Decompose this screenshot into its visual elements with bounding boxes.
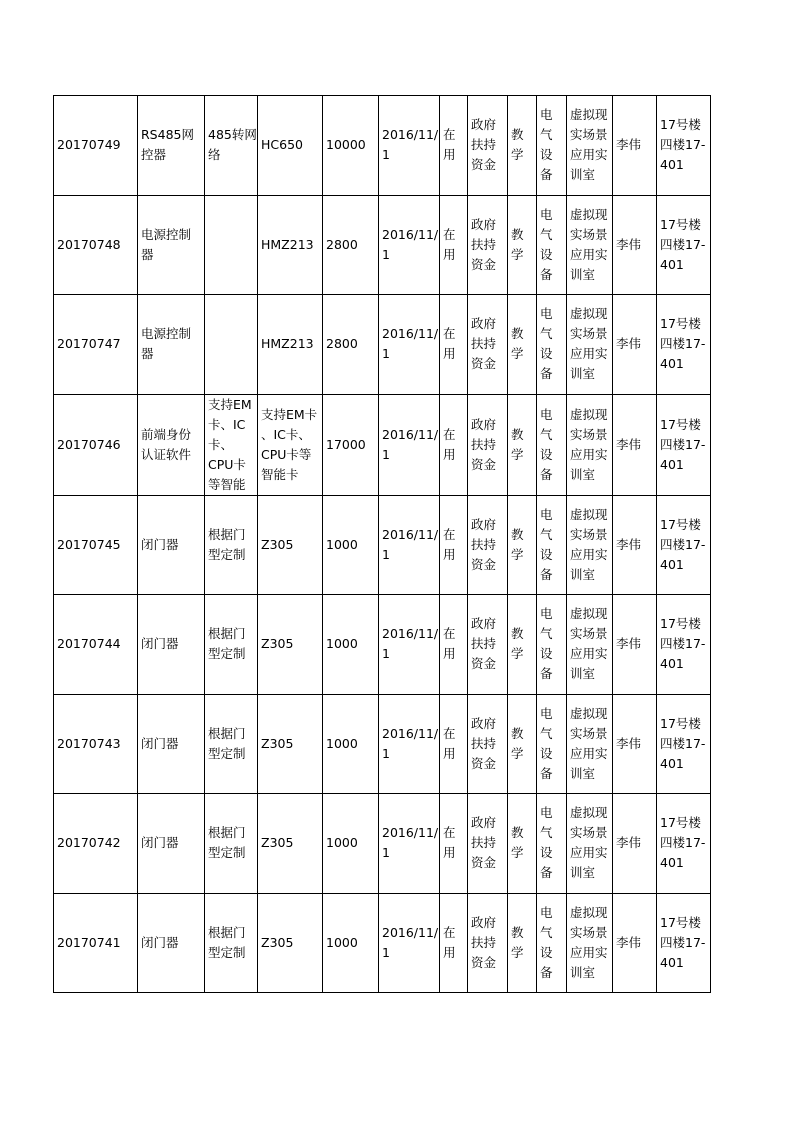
price-cell: 1000 [323, 794, 379, 894]
date-cell: 2016/11/ 1 [379, 495, 440, 595]
price-cell: 2800 [323, 295, 379, 395]
date-cell: 2016/11/ 1 [379, 694, 440, 794]
date-cell: 2016/11/ 1 [379, 96, 440, 196]
date-cell: 2016/11/ 1 [379, 794, 440, 894]
status-cell: 在 用 [440, 694, 468, 794]
category-cell: 电 气 设 备 [537, 394, 567, 495]
price-cell: 10000 [323, 96, 379, 196]
category-cell: 电 气 设 备 [537, 893, 567, 993]
status-cell: 在 用 [440, 495, 468, 595]
asset-name-cell: 前端身份 认证软件 [138, 394, 205, 495]
date-cell: 2016/11/ 1 [379, 394, 440, 495]
custodian-cell: 李伟 [613, 394, 657, 495]
building-cell: 17号楼 四楼17- 401 [657, 495, 711, 595]
spec-cell [205, 295, 258, 395]
asset-name-cell: 闭门器 [138, 694, 205, 794]
asset-name-cell: 闭门器 [138, 495, 205, 595]
model-cell: Z305 [258, 694, 323, 794]
building-cell: 17号楼 四楼17- 401 [657, 195, 711, 295]
asset-name-cell: 闭门器 [138, 893, 205, 993]
funding-cell: 政府 扶持 资金 [468, 794, 508, 894]
funding-cell: 政府 扶持 资金 [468, 495, 508, 595]
model-cell: HMZ213 [258, 295, 323, 395]
spec-cell: 支持EM 卡、IC 卡、 CPU卡 等智能 [205, 394, 258, 495]
building-cell: 17号楼 四楼17- 401 [657, 96, 711, 196]
date-cell: 2016/11/ 1 [379, 195, 440, 295]
location-room-cell: 虚拟现 实场景 应用实 训室 [567, 495, 613, 595]
category-cell: 电 气 设 备 [537, 195, 567, 295]
table-row [54, 595, 711, 695]
date-cell: 2016/11/ 1 [379, 295, 440, 395]
usage-cell: 教 学 [508, 893, 537, 993]
status-cell: 在 用 [440, 794, 468, 894]
asset-name-cell: RS485网 控器 [138, 96, 205, 196]
model-cell: Z305 [258, 893, 323, 993]
custodian-cell: 李伟 [613, 794, 657, 894]
spec-cell: 根据门 型定制 [205, 794, 258, 894]
building-cell: 17号楼 四楼17- 401 [657, 794, 711, 894]
table-row [54, 394, 711, 495]
table-row [54, 495, 711, 595]
building-cell: 17号楼 四楼17- 401 [657, 295, 711, 395]
building-cell: 17号楼 四楼17- 401 [657, 694, 711, 794]
asset-id-cell: 20170747 [54, 295, 138, 395]
model-cell: HC650 [258, 96, 323, 196]
asset-id-cell: 20170746 [54, 394, 138, 495]
model-cell: Z305 [258, 595, 323, 695]
category-cell: 电 气 设 备 [537, 295, 567, 395]
spec-cell: 根据门 型定制 [205, 694, 258, 794]
funding-cell: 政府 扶持 资金 [468, 595, 508, 695]
category-cell: 电 气 设 备 [537, 96, 567, 196]
price-cell: 1000 [323, 495, 379, 595]
usage-cell: 教 学 [508, 295, 537, 395]
usage-cell: 教 学 [508, 394, 537, 495]
funding-cell: 政府 扶持 资金 [468, 893, 508, 993]
date-cell: 2016/11/ 1 [379, 893, 440, 993]
asset-id-cell: 20170744 [54, 595, 138, 695]
location-room-cell: 虚拟现 实场景 应用实 训室 [567, 694, 613, 794]
status-cell: 在 用 [440, 595, 468, 695]
spec-cell: 根据门 型定制 [205, 893, 258, 993]
usage-cell: 教 学 [508, 96, 537, 196]
location-room-cell: 虚拟现 实场景 应用实 训室 [567, 295, 613, 395]
asset-id-cell: 20170742 [54, 794, 138, 894]
model-cell: HMZ213 [258, 195, 323, 295]
model-cell: Z305 [258, 794, 323, 894]
asset-name-cell: 闭门器 [138, 794, 205, 894]
spec-cell: 根据门 型定制 [205, 595, 258, 695]
status-cell: 在 用 [440, 394, 468, 495]
funding-cell: 政府 扶持 资金 [468, 295, 508, 395]
funding-cell: 政府 扶持 资金 [468, 394, 508, 495]
custodian-cell: 李伟 [613, 495, 657, 595]
location-room-cell: 虚拟现 实场景 应用实 训室 [567, 195, 613, 295]
status-cell: 在 用 [440, 195, 468, 295]
usage-cell: 教 学 [508, 595, 537, 695]
model-cell: Z305 [258, 495, 323, 595]
category-cell: 电 气 设 备 [537, 794, 567, 894]
asset-id-cell: 20170745 [54, 495, 138, 595]
table-row [54, 794, 711, 894]
building-cell: 17号楼 四楼17- 401 [657, 394, 711, 495]
funding-cell: 政府 扶持 资金 [468, 195, 508, 295]
spec-cell [205, 195, 258, 295]
price-cell: 1000 [323, 694, 379, 794]
location-room-cell: 虚拟现 实场景 应用实 训室 [567, 794, 613, 894]
building-cell: 17号楼 四楼17- 401 [657, 893, 711, 993]
custodian-cell: 李伟 [613, 195, 657, 295]
category-cell: 电 气 设 备 [537, 694, 567, 794]
custodian-cell: 李伟 [613, 595, 657, 695]
asset-name-cell: 闭门器 [138, 595, 205, 695]
status-cell: 在 用 [440, 295, 468, 395]
table-row [54, 893, 711, 993]
building-cell: 17号楼 四楼17- 401 [657, 595, 711, 695]
category-cell: 电 气 设 备 [537, 595, 567, 695]
funding-cell: 政府 扶持 资金 [468, 694, 508, 794]
price-cell: 1000 [323, 893, 379, 993]
usage-cell: 教 学 [508, 694, 537, 794]
asset-id-cell: 20170741 [54, 893, 138, 993]
price-cell: 1000 [323, 595, 379, 695]
funding-cell: 政府 扶持 资金 [468, 96, 508, 196]
model-cell: 支持EM卡 、IC卡、 CPU卡等 智能卡 [258, 394, 323, 495]
table-row [54, 295, 711, 395]
table-row [54, 694, 711, 794]
usage-cell: 教 学 [508, 195, 537, 295]
location-room-cell: 虚拟现 实场景 应用实 训室 [567, 893, 613, 993]
custodian-cell: 李伟 [613, 893, 657, 993]
category-cell: 电 气 设 备 [537, 495, 567, 595]
custodian-cell: 李伟 [613, 295, 657, 395]
price-cell: 2800 [323, 195, 379, 295]
spec-cell: 485转网 络 [205, 96, 258, 196]
asset-id-cell: 20170749 [54, 96, 138, 196]
custodian-cell: 李伟 [613, 694, 657, 794]
location-room-cell: 虚拟现 实场景 应用实 训室 [567, 595, 613, 695]
asset-name-cell: 电源控制 器 [138, 195, 205, 295]
asset-name-cell: 电源控制 器 [138, 295, 205, 395]
spec-cell: 根据门 型定制 [205, 495, 258, 595]
status-cell: 在 用 [440, 893, 468, 993]
table-row [54, 195, 711, 295]
price-cell: 17000 [323, 394, 379, 495]
location-room-cell: 虚拟现 实场景 应用实 训室 [567, 96, 613, 196]
status-cell: 在 用 [440, 96, 468, 196]
asset-id-cell: 20170748 [54, 195, 138, 295]
usage-cell: 教 学 [508, 794, 537, 894]
asset-table [53, 95, 711, 993]
table-row [54, 96, 711, 196]
date-cell: 2016/11/ 1 [379, 595, 440, 695]
asset-id-cell: 20170743 [54, 694, 138, 794]
location-room-cell: 虚拟现 实场景 应用实 训室 [567, 394, 613, 495]
usage-cell: 教 学 [508, 495, 537, 595]
custodian-cell: 李伟 [613, 96, 657, 196]
